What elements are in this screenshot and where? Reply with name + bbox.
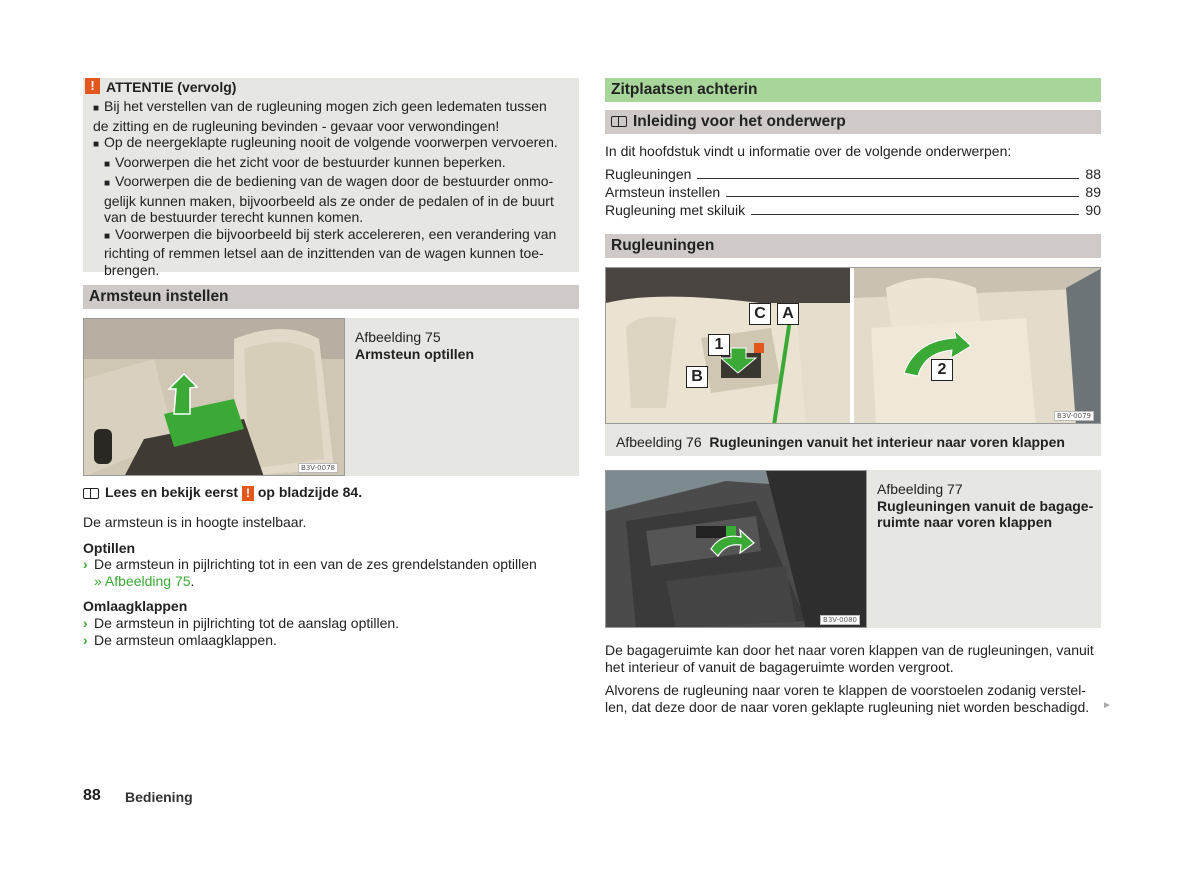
figure-77-number: Afbeelding 77 [877, 481, 963, 497]
warning-icon: ! [85, 78, 100, 94]
callout-1: 1 [708, 334, 730, 356]
figure-76-number: Afbeelding 76 [616, 434, 702, 450]
heading-optillen: Optillen [83, 540, 136, 556]
intro-header: Inleiding voor het onderwerp [605, 110, 1101, 134]
figure-76-caption-line [616, 434, 1065, 451]
step-arrow-icon: › [83, 615, 88, 631]
footer-section: Bediening [125, 789, 193, 805]
section-header-zitplaatsen: Zitplaatsen achterin [605, 78, 1101, 102]
intro-text: In dit hoofdstuk vindt u informatie over de volgende onderwerpen: [605, 143, 1012, 159]
toc-row[interactable]: Rugleuningen 88 [605, 166, 1101, 182]
figure-76-code: B3V-0079 [1054, 411, 1094, 421]
callout-a: A [777, 303, 799, 325]
luggage-space-illustration [606, 471, 867, 628]
book-icon [611, 116, 627, 127]
step-arrow-icon: › [83, 631, 88, 648]
warning-icon: ! [242, 486, 254, 501]
step-optillen: › De armsteun in pijlrichting tot in een van de zes grendelstanden optillen » Afbeelding 75. [83, 556, 537, 589]
toc [605, 165, 1101, 219]
figure-77-caption-l1: Rugleuningen vanuit de bagage- [877, 498, 1094, 514]
book-icon [83, 488, 99, 499]
figure-75-caption: Armsteun optillen [355, 346, 475, 362]
callout-c: C [749, 303, 771, 325]
callout-2: 2 [931, 359, 953, 381]
figure-75-number: Afbeelding 75 [355, 329, 441, 345]
steps-omlaag: › De armsteun in pijlrichting tot de aanslag optillen. › De armsteun omlaagklappen. [83, 615, 400, 648]
paragraph-2: Alvorens de rugleuning naar voren te klappen de voorstoelen zodanig verstel- len, dat deze door de naar voren geklapte rugleuning niet worden beschadigd. [605, 682, 1090, 715]
toc-row[interactable]: Rugleuning met skiluik 90 [605, 202, 1101, 218]
figure-77-code: B3V-0080 [820, 615, 860, 625]
continue-arrow-icon: ► [1102, 700, 1112, 711]
section-header-armsteun: Armsteun instellen [83, 285, 579, 309]
paragraph-1: De bagageruimte kan door het naar voren klappen van de rugleuningen, vanuit het interieur of vanuit de bagageruimte worden vergroot. [605, 642, 1094, 675]
page-number: 88 [83, 787, 101, 804]
callout-b: B [686, 366, 708, 388]
armrest-illustration [84, 319, 345, 476]
read-first-line: Lees en bekijk eerst ! op bladzijde 84. [83, 484, 362, 501]
figure-75-code: B3V-0078 [298, 463, 338, 473]
warning-title: ATTENTIE (vervolg) [106, 79, 237, 95]
figure-76-image [605, 267, 1101, 424]
heading-omlaagklappen: Omlaagklappen [83, 598, 188, 614]
figure-75-image [83, 318, 345, 476]
armrest-intro: De armsteun is in hoogte instelbaar. [83, 514, 307, 530]
figure-75-link[interactable]: » Afbeelding 75 [94, 572, 191, 589]
figure-77-image [605, 470, 867, 628]
toc-row[interactable]: Armsteun instellen 89 [605, 184, 1101, 200]
step-arrow-icon: › [83, 556, 88, 572]
warning-text: ■ Bij het verstellen van de rugleuning mogen zich geen ledematen tussen de zitting en de rugleuning bevinden - gevaar voor verwondingen! ■ Op de neergeklapte rugleuning nooit de volgende voorwerpen vervoeren. ■ Voorwerpen die het zicht voor de bestuurder kunnen beperken. ■ Voorwerpen die de bediening van de wagen door de bestuurder onmo- gelijk kunnen maken, bijvoorbeeld als ze onder de pedalen of in de buurt van de bestuurder terecht kunnen komen. ■ Voorwerpen die bijvoorbeeld bij sterk accelereren, een verandering van richting of remmen letsel aan de inzittenden van de wagen kunnen toe- brengen. [93, 98, 558, 278]
figure-76-caption: Rugleuningen vanuit het interieur naar voren klappen [709, 434, 1065, 450]
figure-77-caption-l2: ruimte naar voren klappen [877, 514, 1053, 530]
rear-seat-illustration [606, 268, 1101, 424]
section-header-rugleuningen: Rugleuningen [605, 234, 1101, 258]
